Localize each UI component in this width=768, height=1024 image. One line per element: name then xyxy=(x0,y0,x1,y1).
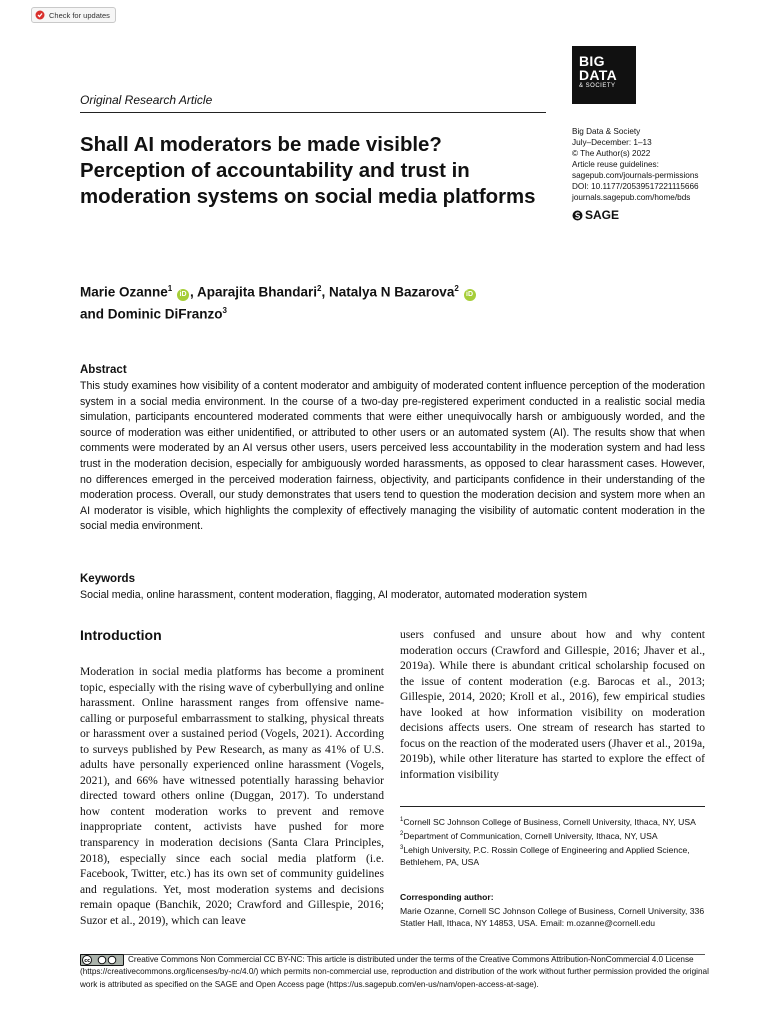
meta-journal-link[interactable]: journals.sagepub.com/home/bds xyxy=(572,193,691,202)
publisher-name: SAGE xyxy=(585,208,620,222)
check-for-updates-button[interactable] xyxy=(31,7,116,23)
introduction-heading: Introduction xyxy=(80,627,162,643)
author-affiliation-marker: 1 xyxy=(167,284,173,293)
keywords-text: Social media, online harassment, content moderation, flagging, AI moderator, automated moderation system xyxy=(80,589,588,601)
author-name: Aparajita Bhandari xyxy=(197,284,318,300)
check-updates-icon xyxy=(35,10,45,20)
article-title: Shall AI moderators be made visible? Perception of accountability and trust in moderation systems on social media platforms xyxy=(80,134,536,208)
corresponding-author-heading: Corresponding author: xyxy=(400,892,494,902)
affiliation-marker: 1 xyxy=(400,817,404,823)
author-affiliation-marker: 2 xyxy=(454,284,459,293)
affiliation-item xyxy=(400,842,705,868)
affiliation-text: Cornell SC Johnson College of Business, Cornell University, Ithaca, NY, USA xyxy=(403,816,696,827)
check-updates-label: Check for updates xyxy=(49,10,110,20)
author-name: Natalya N Bazarova xyxy=(329,284,455,300)
author-affiliation-marker: 2 xyxy=(317,284,322,293)
meta-journal: Big Data & Society xyxy=(572,127,641,136)
header-divider xyxy=(80,112,546,113)
license-text: Creative Commons Non Commercial CC BY-NC: This article is distributed under the terms of the Creative Commons Attribution-NonCommercial 4.0 License (https://creativecommons.org/licenses/by-nc/4.0/) which permits non-commercial use, reproduction and distribution of the work without further permission provided the original work is attributed as specified on the SAGE and Open Access page (https://us.sagepub.com/en-us/nam/open-access-at-sage). xyxy=(80,955,709,989)
journal-meta xyxy=(572,126,732,203)
author-list: Marie Ozanne$^1$ iD , Aparajita Bhandari$^2$, Natalya N Bazarova$^2$ iD and Dominic DiFranzo$^3$ xyxy=(80,280,600,323)
sage-icon xyxy=(572,210,583,221)
orcid-icon[interactable]: iD xyxy=(464,289,476,301)
corresponding-author-text: Marie Ozanne, Cornell SC Johnson College of Business, Cornell University, 336 Statler Hall, Ithaca, NY 14853, USA. Email: m.ozanne@cornell.edu xyxy=(400,906,705,929)
introduction-column-2: users confused and unsure about how and why content moderation occurs (Crawford and Gillespie, 2016; Jhaver et al., 2019a). While there is abundant critical scholarship focused on the issue of content moderation (e.g. Barocas et al., 2013; Gillespie, 2014, 2020; Kroll et al., 2016), few empirical studies have looked at how information visibility on moderation decisions affects users. One stream of research has started to focus on the reaction of the moderated users (Jhaver et al., 2019a, 2019b), while other literature has started to explore the effect of information visibility xyxy=(400,628,705,781)
affiliations xyxy=(400,814,705,868)
author-name: Marie Ozanne xyxy=(80,284,168,300)
cc-by-nc-icon[interactable] xyxy=(80,954,124,966)
author-name: Dominic DiFranzo xyxy=(107,306,223,321)
keywords-heading: Keywords xyxy=(80,573,135,585)
orcid-icon[interactable]: iD xyxy=(177,289,189,301)
affiliation-marker: 2 xyxy=(400,831,404,838)
affiliation-item xyxy=(400,828,705,842)
author-affiliation-marker: 3 xyxy=(222,305,227,315)
introduction-column-1: Moderation in social media platforms has become a prominent topic, especially with the rising wave of cyberbullying and online harassment. Online harassment ranges from offensive name-calling or purposeful embarrassment to stalking, physical threats or harassment over a sustained period (Vogels, 2021). According to surveys published by Pew Research, as many as 41% of U.S. adults have personally experienced online harassment (Vogels, 2021), and 66% have witnessed potentially harassing behavior directed toward others online (Duggan, 2017). To understand how content moderation works to prevent and remove inappropriate content, activists have pushed for more transparency in moderation decisions (Santa Clara Principles, 2018), especially since each social media platform (i.e. Facebook, Twitter, etc.) has its own set of community guidelines and regulations. Yet, most moderation systems and decisions remain opaque (Banchik, 2020; Crawford and Gillespie, 2016; Suzor et al., 2019), which can leave xyxy=(80,665,384,927)
meta-permissions-link[interactable]: sagepub.com/journals-permissions xyxy=(572,171,699,180)
affiliation-marker: 3 xyxy=(400,845,404,852)
footnote-divider xyxy=(400,806,705,807)
svg-text:cc: cc xyxy=(84,958,91,964)
logo-line-2: DATA xyxy=(579,67,618,83)
affiliation-item xyxy=(400,814,705,828)
meta-doi-link[interactable]: DOI: 10.1177/20539517221115666 xyxy=(572,182,699,191)
meta-issue: July–December: 1–13 xyxy=(572,138,652,147)
publisher-logo xyxy=(572,208,619,222)
article-type: Original Research Article xyxy=(80,93,213,107)
affiliation-text: Lehigh University, P.C. Rossin College of Engineering and Applied Science, Bethlehem, PA, USA xyxy=(400,844,690,868)
license-notice xyxy=(80,954,710,991)
logo-line-1: BIG xyxy=(579,53,605,69)
logo-line-3: & SOCIETY xyxy=(579,83,616,89)
meta-reuse: Article reuse guidelines: xyxy=(572,160,659,169)
meta-copyright: © The Author(s) 2022 xyxy=(572,149,651,158)
abstract-text: This study examines how visibility of a content moderator and ambiguity of moderated content influence perception of the moderation system in a social media environment. In the course of a two-day pre-registered experiment conducted in a realistic social media simulation, participants encountered moderated comments that were either unequivocally harsh or ambiguously worded, and the source of moderation was either unidentified, or attributed to other users or an automated system (AI). The results show that when comments were moderated by an AI versus other users, users perceived less accountability in the moderation system and had less trust in the moderation decision, especially for ambiguously worded harassments, as opposed to clear harassment cases. However, no differences emerged in the perceived moderation fairness, objectivity, and participants confidence in their understanding of the moderation process. Overall, our study demonstrates that users tend to question the moderation decision and system more when an AI moderator is visible, which highlights the complexity of effectively managing the visibility of automatic content moderation in the social media environment. xyxy=(80,380,705,533)
journal-logo xyxy=(572,46,636,104)
abstract-heading: Abstract xyxy=(80,364,127,376)
affiliation-text: Department of Communication, Cornell University, Ithaca, NY, USA xyxy=(403,830,658,841)
